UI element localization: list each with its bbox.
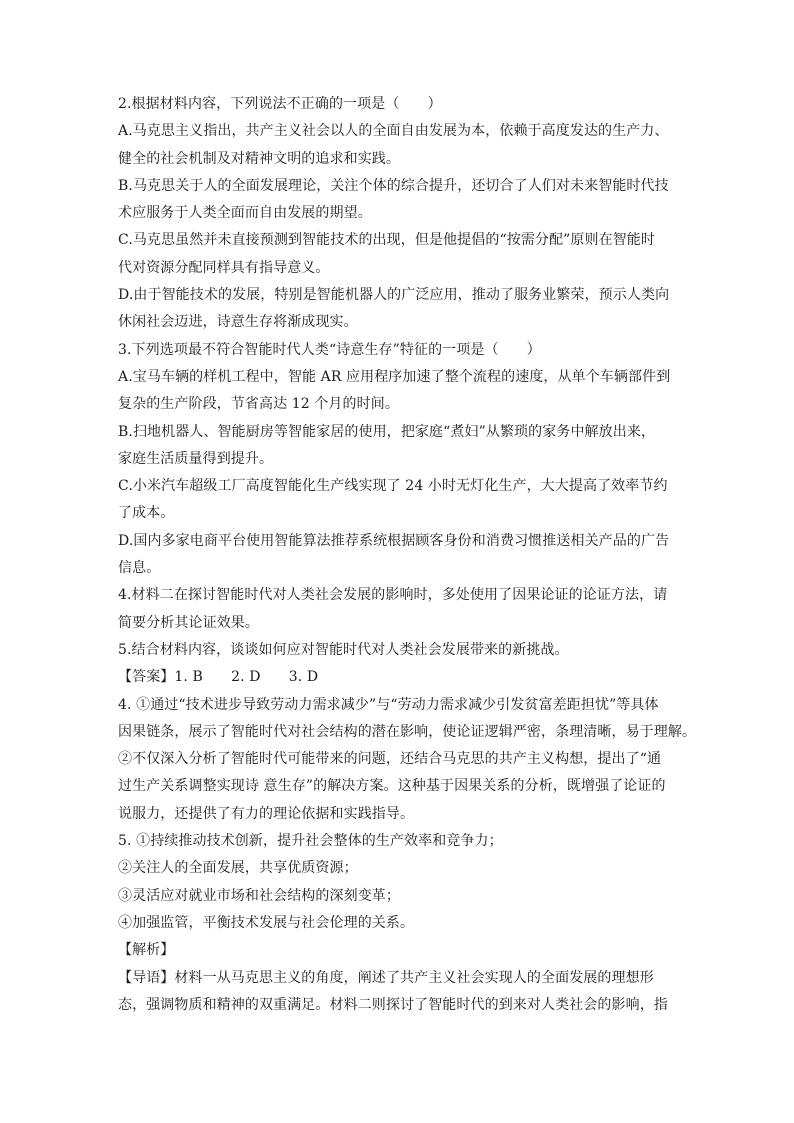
answer-key: 【答案】1. B 2. D 3. D	[118, 669, 319, 686]
answer-5-point-1: 5. ①持续推动技术创新，提升社会整体的生产效率和竞争力；	[118, 833, 503, 850]
answer-5-point-2: ②关注人的全面发展，共享优质资源；	[118, 860, 358, 877]
answer-4-line-4: 过生产关系调整实现诗 意生存”的解决方案。这种基于因果关系的分析，既增强了论证的	[118, 778, 666, 795]
question-2-option-a: A.马克思主义指出，共产主义社会以人的全面自由发展为本，依赖于高度发达的生产力、	[118, 123, 669, 140]
question-4-stem-cont: 简要分析其论证效果。	[118, 614, 259, 631]
answer-4-line-1: 4. ①通过“技术进步导致劳动力需求减少”与“劳动力需求减少引发贫富差距担忧”等具体	[118, 696, 659, 713]
question-3-option-a-cont: 复杂的生产阶段，节省高达 12 个月的时间。	[118, 396, 399, 413]
question-2-stem: 2.根据材料内容，下列说法不正确的一项是（ ）	[118, 96, 442, 112]
question-3-option-d: D.国内多家电商平台使用智能算法推荐系统根据顾客身份和消费习惯推送相关产品的广告	[118, 532, 670, 549]
analysis-intro-line-2: 态，强调物质和精神的双重满足。材料二则探讨了智能时代的到来对人类社会的影响，指	[118, 996, 668, 1013]
answer-4-line-3: ②不仅深入分析了智能时代可能带来的问题，还结合马克思的共产主义构想，提出了“通	[118, 751, 662, 768]
answer-4-line-5: 说服力，还提供了有力的理论依据和实践指导。	[118, 805, 415, 822]
question-3-option-c: C.小米汽车超级工厂高度智能化生产线实现了 24 小时无灯化生产，大大提高了效率节约	[118, 478, 668, 495]
answer-5-point-3: ③灵活应对就业市场和社会结构的深刻变革；	[118, 887, 400, 904]
question-2-option-d-cont: 休闲社会迈进，诗意生存将渐成现实。	[118, 314, 358, 331]
question-5-stem: 5.结合材料内容，谈谈如何应对智能时代对人类社会发展带来的新挑战。	[118, 641, 569, 658]
question-2-option-b-cont: 术应服务于人类全面而自由发展的期望。	[118, 205, 372, 222]
question-3-option-c-cont: 了成本。	[118, 505, 175, 522]
question-3-option-d-cont: 信息。	[118, 560, 161, 577]
analysis-heading: 【解析】	[118, 942, 175, 959]
question-4-stem: 4.材料二在探讨智能时代对人类社会发展的影响时，多处使用了因果论证的论证方法，请	[118, 587, 668, 604]
question-2-option-b: B.马克思关于人的全面发展理论，关注个体的综合提升，还切合了人们对未来智能时代技	[118, 177, 669, 194]
question-2-option-c: C.马克思虽然并未直接预测到智能技术的出现，但是他提倡的“按需分配”原则在智能时	[118, 232, 655, 249]
question-3-stem: 3.下列选项最不符合智能时代人类“诗意生存”特征的一项是（ ）	[118, 341, 541, 358]
document-body	[118, 91, 697, 1019]
question-3-option-b-cont: 家庭生活质量得到提升。	[118, 450, 274, 467]
question-2-option-c-cont: 代对资源分配同样具有指导意义。	[118, 259, 330, 276]
answer-4-line-2: 因果链条，展示了智能时代对社会结构的潜在影响，使论证逻辑严密，条理清晰，易于理解。	[118, 723, 697, 740]
question-3-option-b: B.扫地机器人、智能厨房等智能家居的使用，把家庭“煮妇”从繁琐的家务中解放出来，	[118, 423, 656, 440]
question-2-option-a-cont: 健全的社会机制及对精神文明的追求和实践。	[118, 150, 400, 167]
answer-5-point-4: ④加强监管，平衡技术发展与社会伦理的关系。	[118, 914, 415, 931]
question-3-option-a: A.宝马车辆的样机工程中，智能 AR 应用程序加速了整个流程的速度，从单个车辆部件到	[118, 368, 671, 385]
question-2-option-d: D.由于智能技术的发展，特别是智能机器人的广泛应用，推动了服务业繁荣，预示人类向	[118, 287, 670, 304]
analysis-intro-line-1: 【导语】材料一从马克思主义的角度，阐述了共产主义社会实现人的全面发展的理想形	[118, 969, 654, 986]
